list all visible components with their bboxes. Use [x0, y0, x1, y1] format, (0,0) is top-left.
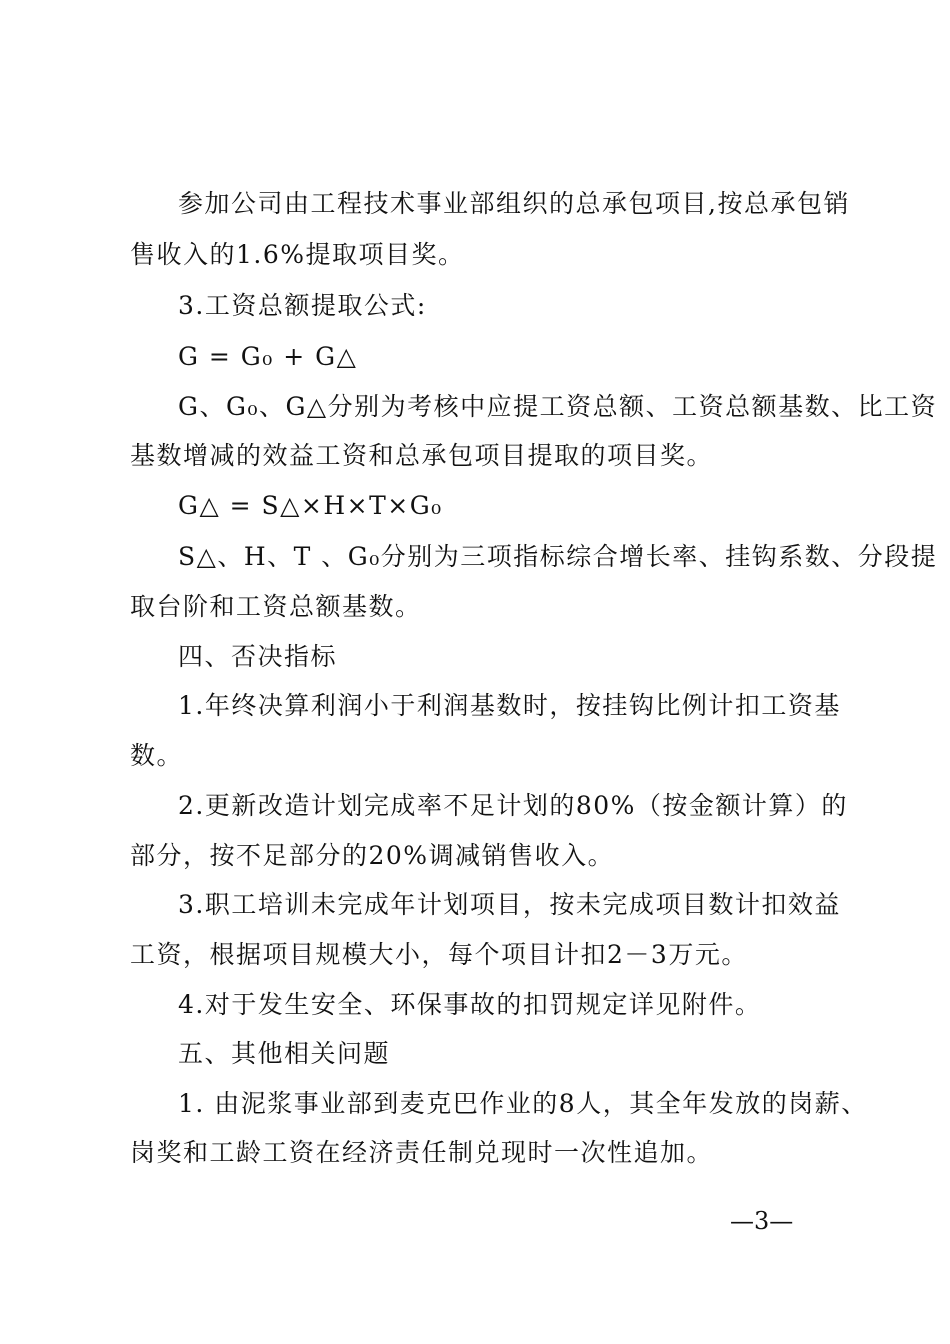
section-heading-formula: 3.工资总额提取公式: — [178, 291, 427, 320]
veto-item-4: 4.对于发生安全、环保事故的扣罚规定详见附件。 — [178, 990, 762, 1019]
veto-item-3-line-1: 3.职工培训未完成年计划项目，按未完成项目数计扣效益 — [178, 890, 841, 919]
other-item-1-line-1: 1. 由泥浆事业部到麦克巴作业的8人，其全年发放的岗薪、 — [178, 1089, 868, 1118]
veto-item-2-line-1: 2.更新改造计划完成率不足计划的80%（按金额计算）的 — [178, 791, 848, 820]
formula-g-total: G = G₀ + G△ — [178, 342, 358, 371]
paragraph-g-definitions-line-1: G、G₀、G△分别为考核中应提工资总额、工资总额基数、比工资 — [178, 392, 938, 421]
veto-item-3-line-2: 工资，根据项目规模大小，每个项目计扣2－3万元。 — [130, 940, 748, 969]
paragraph-s-definitions-line-1: S△、H、T 、G₀分别为三项指标综合增长率、挂钩系数、分段提 — [178, 542, 938, 571]
formula-g-delta: G△ = S△×H×T×G₀ — [178, 491, 443, 520]
paragraph-project-bonus-line-2: 售收入的1.6%提取项目奖。 — [130, 240, 465, 269]
section-heading-veto-indicators: 四、否决指标 — [178, 642, 338, 671]
paragraph-project-bonus-line-1: 参加公司由工程技术事业部组织的总承包项目,按总承包销 — [178, 189, 850, 218]
page-number: —3— — [730, 1207, 794, 1235]
veto-item-1-line-2: 数。 — [130, 741, 184, 770]
paragraph-s-definitions-line-2: 取台阶和工资总额基数。 — [130, 592, 422, 621]
section-heading-other-issues: 五、其他相关问题 — [178, 1039, 391, 1068]
veto-item-1-line-1: 1.年终决算利润小于利润基数时，按挂钩比例计扣工资基 — [178, 691, 841, 720]
veto-item-2-line-2: 部分，按不足部分的20%调减销售收入。 — [130, 841, 615, 870]
other-item-1-line-2: 岗奖和工龄工资在经济责任制兑现时一次性追加。 — [130, 1138, 714, 1167]
paragraph-g-definitions-line-2: 基数增减的效益工资和总承包项目提取的项目奖。 — [130, 441, 714, 470]
